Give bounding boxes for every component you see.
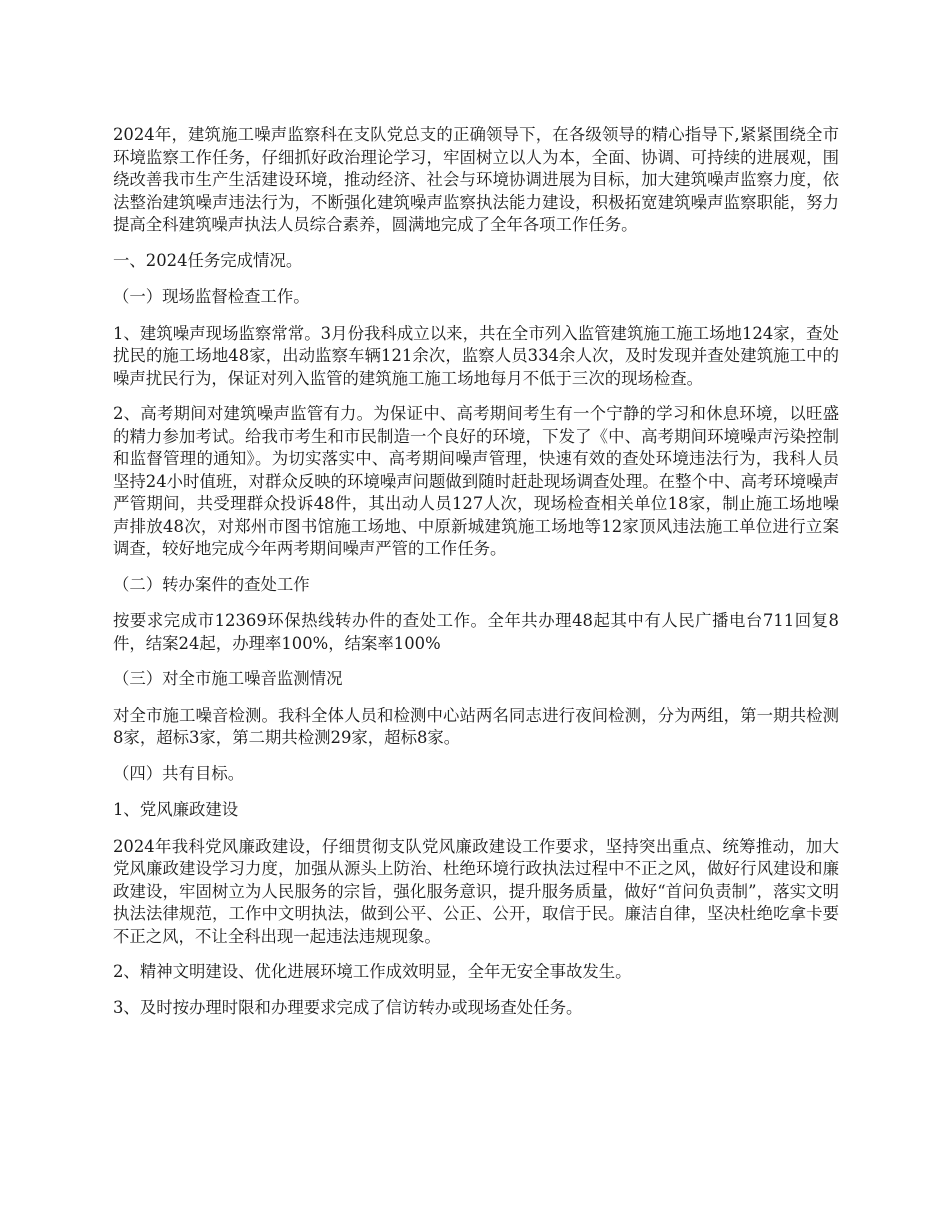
paragraph-party-conduct: 2024年我科党风廉政建设，仔细贯彻支队党风廉政建设工作要求，坚持突出重点、统筹推动，加大党风廉政建设学习力度，加强从源头上防治、杜绝环境行政执法过程中不正之风，做好行风建设和廉政建设，牢固树立为人民服务的宗旨，强化服务意识，提升服务质量，做好“首问负责制”，落实文明执法法律规范，工作中文明执法，做到公平、公正、公开，取信于民。廉洁自律，坚决杜绝吃拿卡要不正之风，不让全科出现一起违法违规现象。 <box>113 836 839 946</box>
paragraph-noise-monitoring: 对全市施工噪音检测。我科全体人员和检测中心站两名同志进行夜间检测，分为两组，第一期共检测8家，超标3家，第二期共检测29家，超标8家。 <box>113 705 839 747</box>
paragraph-exam-period-supervision: 2、高考期间对建筑噪声监管有力。为保证中、高考期间考生有一个宁静的学习和休息环境，以旺盛的精力参加考试。给我市考生和市民制造一个良好的环境，下发了《中、高考期间环境噪声污染控制和监督管理的通知》。为切实落实中、高考期间噪声管理，快速有效的查处环境违法行为，我科人员坚持24小时值班，对群众反映的环境噪声问题做到随时赶赴现场调查处理。在整个中、高考环境噪声严管期间，共受理群众投诉48件，其出动人员127人次，现场检查相关单位18家，制止施工场地噪声排放48次，对郑州市图书馆施工场地、中原新城建筑施工场地等12家顶风违法施工单位进行立案调查，较好地完成今年两考期间噪声严管的工作任务。 <box>113 404 839 558</box>
item-heading-party-conduct: 1、党风廉政建设 <box>113 800 239 819</box>
paragraph-case-handling: 按要求完成市12369环保热线转办件的查处工作。全年共办理48起其中有人民广播电台711回复8件，结案24起，办理率100%，结案率100% <box>113 611 839 653</box>
subsection-heading-case-handling: （二）转办案件的查处工作 <box>113 574 310 594</box>
paragraph-petition-handling: 3、及时按办理时限和办理要求完成了信访转办或现场查处任务。 <box>113 997 583 1017</box>
paragraph-site-inspection: 1、建筑噪声现场监察常常。3月份我科成立以来，共在全市列入监管建筑施工施工场地124家，查处扰民的施工场地48家，出动监察车辆121余次，监察人员334余人次，及时发现并查处建筑施工中的噪声扰民行为，保证对列入监管的建筑施工施工场地每月不低于三次的现场检查。 <box>113 323 839 388</box>
paragraph-civilization-building: 2、精神文明建设、优化进展环境工作成效明显，全年无安全事故发生。 <box>113 962 632 981</box>
subsection-heading-shared-goals: （四）共有目标。 <box>113 763 245 783</box>
intro-paragraph: 2024年，建筑施工噪声监察科在支队党总支的正确领导下，在各级领导的精心指导下,紧紧围绕全市环境监察工作任务，仔细抓好政治理论学习，牢固树立以人为本，全面、协调、可持续的进展观，围绕改善我市生产生活建设环境，推动经济、社会与环境协调进展为目标，加大建筑噪声监察力度，依法整治建筑噪声违法行为，不断强化建筑噪声监察执法能力建设，积极拓宽建筑噪声监察职能，努力提高全科建筑噪声执法人员综合素养，圆满地完成了全年各项工作任务。 <box>113 125 839 234</box>
subsection-heading-site-inspection: （一）现场监督检查工作。 <box>113 287 310 306</box>
document-body <box>113 124 839 1032</box>
subsection-heading-noise-monitoring: （三）对全市施工噪音监测情况 <box>113 669 343 688</box>
section-heading-task-completion: 一、2024任务完成情况。 <box>113 250 303 270</box>
